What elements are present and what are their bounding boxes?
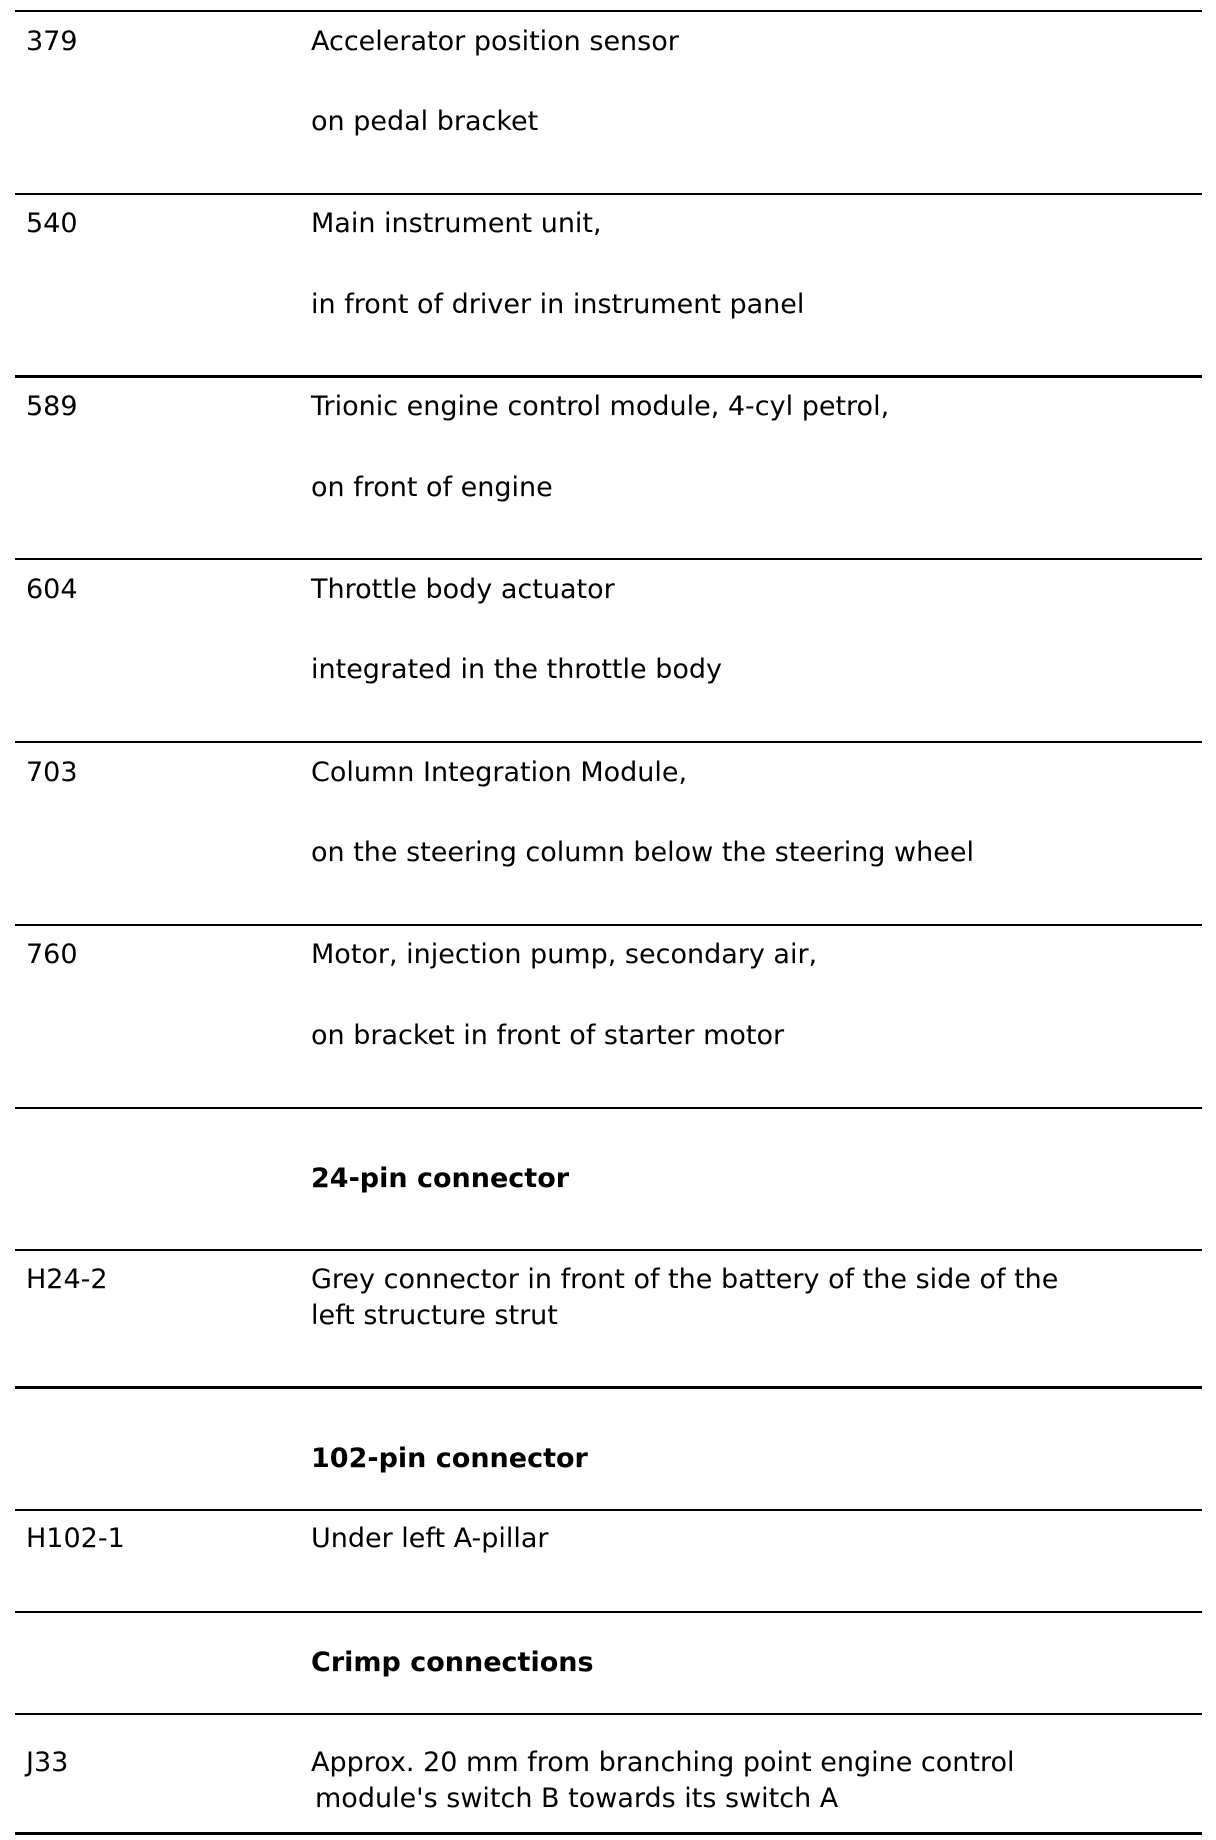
section-heading: Crimp connections — [311, 1647, 594, 1678]
table-divider — [15, 1832, 1202, 1835]
component-code: 703 — [26, 757, 78, 788]
component-name: Motor, injection pump, secondary air, — [311, 939, 818, 970]
connector-location-continued: left structure strut — [311, 1300, 558, 1331]
component-location: in front of driver in instrument panel — [311, 289, 805, 320]
connection-location: Approx. 20 mm from branching point engine control — [311, 1747, 1015, 1778]
connector-location: Under left A-pillar — [311, 1523, 549, 1554]
component-code: 379 — [26, 26, 78, 57]
component-name: Accelerator position sensor — [311, 26, 679, 57]
table-divider — [15, 1386, 1202, 1389]
section-heading: 24-pin connector — [311, 1163, 570, 1194]
component-name: Throttle body actuator — [311, 574, 615, 605]
component-name: Trionic engine control module, 4-cyl petrol, — [311, 391, 890, 422]
connection-code: J33 — [26, 1747, 69, 1778]
component-name: Main instrument unit, — [311, 208, 602, 239]
section-heading: 102-pin connector — [311, 1443, 588, 1474]
table-divider — [15, 375, 1202, 378]
component-location: on bracket in front of starter motor — [311, 1020, 785, 1051]
table-divider — [15, 1713, 1202, 1715]
connector-code: H102-1 — [26, 1523, 125, 1554]
table-divider — [15, 924, 1202, 926]
component-location: on front of engine — [311, 472, 553, 503]
table-divider — [15, 1509, 1202, 1511]
table-divider — [15, 1107, 1202, 1109]
table-divider — [15, 558, 1202, 560]
table-divider — [15, 10, 1202, 12]
component-code: 760 — [26, 939, 78, 970]
component-location: on pedal bracket — [311, 106, 539, 137]
table-divider — [15, 741, 1202, 743]
connection-location-continued: module's switch B towards its switch A — [315, 1783, 839, 1814]
component-name: Column Integration Module, — [311, 757, 688, 788]
component-location: on the steering column below the steering wheel — [311, 837, 974, 868]
component-code: 604 — [26, 574, 78, 605]
connector-location: Grey connector in front of the battery of the side of the — [311, 1264, 1059, 1295]
component-code: 589 — [26, 391, 78, 422]
table-divider — [15, 1611, 1202, 1613]
component-code: 540 — [26, 208, 78, 239]
table-divider — [15, 193, 1202, 195]
connector-code: H24-2 — [26, 1264, 108, 1295]
table-divider — [15, 1249, 1202, 1251]
component-location: integrated in the throttle body — [311, 654, 722, 685]
